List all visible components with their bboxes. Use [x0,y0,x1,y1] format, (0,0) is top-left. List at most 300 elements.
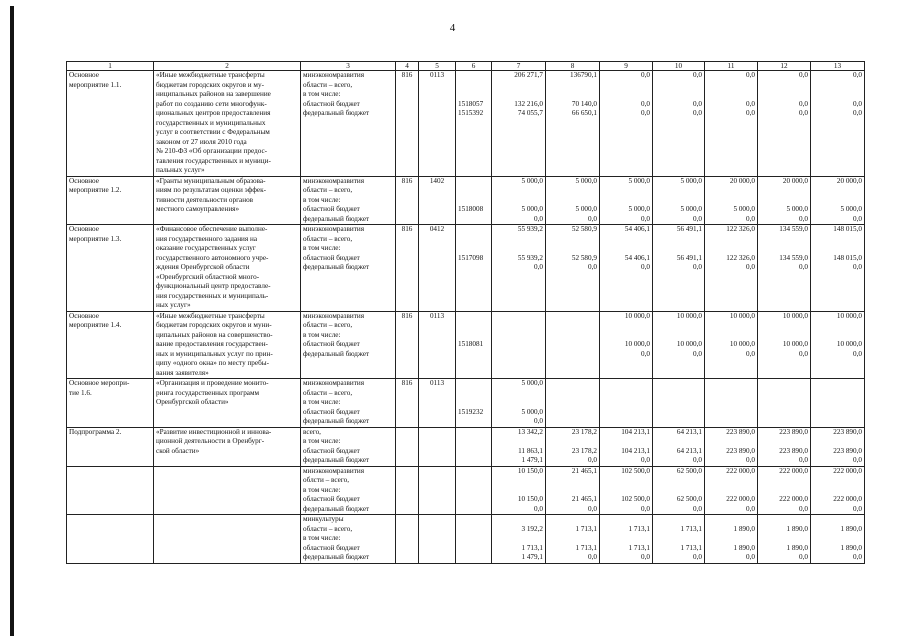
cell-line: Основное [69,225,99,233]
description-cell [154,225,301,312]
cell-line: 148 015,0 [833,253,862,262]
cell-line: тие 1.6. [69,388,92,397]
cell-line: 1 713,1 [521,543,543,552]
cell-line [458,235,489,245]
cell-line: Основное меропри- [69,379,130,387]
cell-line [655,534,702,544]
cell-line [494,321,543,331]
cell-line [760,90,808,100]
csr-cell [456,466,492,515]
cell-line: 0,0 [693,504,702,513]
cell-line [707,515,755,525]
binder-edge [10,6,14,636]
cell-line: 0,0 [746,504,755,513]
grbs-cell [396,71,419,177]
cell-line: 62 500,0 [676,495,702,503]
cell-line: в том числе: [303,437,341,445]
cell-line: 122 326,0 [726,253,755,262]
cell-line: области – всего, [303,524,353,533]
section-cell [67,311,154,379]
cell-line: 5 000,0 [575,176,597,185]
column-number-3: 3 [301,62,396,71]
cell-line: 1 890,0 [733,524,755,533]
cell-line: 1518008 [458,205,484,213]
cell-line [458,186,489,196]
cell-line [655,196,702,206]
cell-line: «Развитие инвестиционной и иннова- [156,427,272,436]
amount-2015-cell [546,225,600,312]
cell-line: 10 000,0 [782,311,808,320]
cell-line [813,534,862,544]
cell-line: 132 216,0 [514,99,543,108]
cell-line: 0,0 [853,71,862,79]
cell-line: мероприятие 1.2. [69,186,122,194]
amount-2017-cell [653,311,705,379]
cell-line [548,515,597,525]
cell-line: 816 [401,311,413,320]
csr-cell [456,176,492,225]
cell-line: 1 479,1 [521,553,543,561]
cell-line: 816 [401,71,413,79]
cell-line: 0,0 [799,504,808,513]
cell-line: минэкономразвития [303,176,365,185]
cell-line [458,71,489,81]
cell-line [655,331,702,341]
cell-line [602,515,650,525]
cell-line: 134 559,0 [779,225,808,233]
cell-line: 5 000,0 [786,205,808,213]
cell-line [655,90,702,100]
cell-line [602,486,650,496]
cell-line: 104 213,1 [621,446,650,455]
cell-line: Основное [69,176,99,185]
amount-2016-cell [600,379,653,428]
csr-cell [456,311,492,379]
cell-line [602,321,650,331]
grbs-cell [396,225,419,312]
cell-line: пальных услуг» [156,166,205,174]
cell-line: тавления государственных и муници- [156,156,271,165]
cell-line: минэкономразвития [303,379,365,387]
column-number-12: 12 [758,62,811,71]
cell-line [760,515,808,525]
rzpr-cell [419,515,456,564]
cell-line: областной бюджет [303,543,360,552]
cell-line: «Организация и проведение монито- [156,379,269,387]
cell-line [458,417,489,427]
cell-line [813,186,862,196]
amount-2020-cell [811,71,865,177]
cell-line: 1517098 [458,253,484,262]
cell-line [813,486,862,496]
table-row [67,225,865,312]
cell-line: 223 890,0 [833,427,862,436]
cell-line [458,263,489,273]
cell-line: 0,0 [641,263,650,271]
cell-line: 0,0 [534,263,543,271]
cell-line: 11 863,1 [518,446,543,455]
cell-line: в том числе: [303,534,341,542]
section-cell [67,379,154,428]
cell-line: 55 939,2 [517,253,543,262]
rzpr-cell [419,379,456,428]
cell-line: 122 326,0 [726,225,755,233]
cell-line [602,331,650,341]
cell-line: 64 213,1 [676,446,702,455]
cell-line: федеральный бюджет [303,109,370,117]
amount-2020-cell [811,176,865,225]
cell-line: федеральный бюджет [303,456,370,464]
cell-line [655,476,702,486]
cell-line: № 210-ФЗ «Об организации предос- [156,147,268,155]
cell-line [813,437,862,447]
cell-line [760,235,808,245]
amount-2020-cell [811,427,865,466]
cell-line [494,486,543,496]
cell-line [548,437,597,447]
cell-line: 5 000,0 [628,205,650,213]
cell-line: 10 000,0 [676,311,702,320]
cell-line [602,534,650,544]
cell-line [548,486,597,496]
cell-line: 222 000,0 [833,466,862,475]
cell-line: ципу «одного окна» по месту пребы- [156,359,269,367]
cell-line [458,196,489,206]
cell-line: 64 213,1 [676,427,702,436]
cell-line: Основное [69,71,99,79]
column-number-11: 11 [705,62,758,71]
grbs-cell [396,379,419,428]
cell-line: 0,0 [588,214,597,223]
cell-line: Подпрограмма 2. [69,427,122,436]
section-cell [67,71,154,177]
cell-line: 66 650,1 [571,109,597,117]
cell-line: федеральный бюджет [303,214,370,223]
cell-line: Оренбургской области» [156,398,229,406]
cell-line [813,331,862,341]
cell-line: ных услуг» [156,301,191,309]
csr-cell [456,379,492,428]
cell-line [760,486,808,496]
cell-line: 5 000,0 [521,379,543,387]
cell-line: 206 271,7 [514,71,543,79]
section-cell [67,225,154,312]
cell-line: федеральный бюджет [303,263,370,271]
cell-line: 223 890,0 [779,446,808,455]
amount-2014-cell [492,379,546,428]
description-cell [154,427,301,466]
cell-line [602,244,650,254]
cell-line [655,321,702,331]
cell-line: областной бюджет [303,253,360,262]
cell-line: 104 213,1 [621,427,650,436]
rzpr-cell [419,225,456,312]
cell-line: 0,0 [693,553,702,561]
cell-line: 816 [401,225,413,233]
cell-line: мероприятие 1.4. [69,321,122,329]
cell-line: 1515392 [458,109,484,117]
cell-line [458,398,489,408]
column-number-10: 10 [653,62,705,71]
cell-line: области – всего, [303,80,353,89]
cell-line: федеральный бюджет [303,553,370,561]
cell-line: 23 178,2 [571,427,597,436]
amount-2017-cell [653,225,705,312]
amount-2019-cell [758,71,811,177]
cell-line: 10 000,0 [624,311,650,320]
amount-2019-cell [758,225,811,312]
cell-line [813,515,862,525]
cell-line: 0,0 [853,263,862,271]
table-row [67,176,865,225]
cell-line: в том числе: [303,330,341,339]
executor-cell [301,379,396,428]
cell-line: 0,0 [641,504,650,513]
amount-2014-cell [492,427,546,466]
cell-line [655,515,702,525]
cell-line: «Оренбургский областной много- [156,272,260,281]
cell-line: 0,0 [746,214,755,223]
cell-line [494,340,543,350]
table-row [67,311,865,379]
cell-line: 0,0 [641,109,650,117]
cell-line: в том числе: [303,485,341,494]
cell-line: 0,0 [746,263,755,271]
cell-line: «Иные межбюджетные трансферты [156,71,265,79]
cell-line: 1 713,1 [680,543,702,552]
cell-line [458,225,489,235]
cell-line: 0,0 [799,349,808,358]
cell-line: 222 000,0 [833,495,862,503]
cell-line [548,90,597,100]
cell-line: ных и муниципальных услуг по прин- [156,349,273,358]
cell-line: 1 890,0 [786,524,808,533]
description-cell [154,71,301,177]
cell-line: бюджетам городских округов и му- [156,80,264,89]
cell-line: законом от 27 июля 2010 года [156,137,247,146]
amount-2018-cell [705,379,758,428]
table-row [67,71,865,177]
amount-2017-cell [653,515,705,564]
cell-line: 23 178,2 [571,446,597,455]
cell-line [494,81,543,91]
cell-line: 10 150,0 [517,466,543,475]
cell-line [760,196,808,206]
cell-line [458,177,489,187]
cell-line: 1 890,0 [840,543,862,552]
cell-line: федеральный бюджет [303,417,370,425]
cell-line: 0,0 [799,109,808,117]
cell-line: ниципальных районов на завершение [156,90,271,98]
column-number-9: 9 [600,62,653,71]
amount-2014-cell [492,176,546,225]
cell-line: 5 000,0 [521,176,543,185]
cell-line: «Финансовое обеспечение выполне- [156,225,268,233]
cell-line [655,437,702,447]
cell-line: 222 000,0 [726,495,755,503]
executor-cell [301,176,396,225]
cell-line: 0,0 [799,553,808,561]
cell-line [602,437,650,447]
cell-line: 54 406,1 [624,225,650,233]
csr-cell [456,225,492,312]
cell-line [813,244,862,254]
cell-line: облсти – всего, [303,476,350,484]
cell-line: 10 000,0 [624,340,650,348]
cell-line: 0,0 [799,99,808,108]
cell-line [707,476,755,486]
executor-cell [301,225,396,312]
cell-line: 20 000,0 [729,176,755,185]
cell-line [602,235,650,245]
cell-line: 0,0 [746,109,755,117]
cell-line: 0,0 [746,99,755,108]
amount-2015-cell [546,311,600,379]
cell-line [548,476,597,486]
cell-line [813,321,862,331]
amount-2019-cell [758,176,811,225]
cell-line [707,321,755,331]
cell-line [602,186,650,196]
cell-line: функциональный центр предоставле- [156,282,271,290]
column-number-4: 4 [396,62,419,71]
cell-line [707,331,755,341]
column-number-6: 6 [456,62,492,71]
cell-line [494,244,543,254]
cell-line: 1 479,1 [521,456,543,464]
cell-line: всего, [303,427,321,436]
description-cell [154,176,301,225]
cell-line [602,81,650,91]
cell-line: 0,0 [746,553,755,561]
cell-line: 5 000,0 [680,176,702,185]
cell-line [494,196,543,206]
cell-line: в том числе: [303,90,341,98]
cell-line: минкультуры [303,515,344,523]
cell-line: ниям по результатам оценки эффек- [156,186,267,194]
amount-2020-cell [811,379,865,428]
amount-2018-cell [705,311,758,379]
cell-line: 223 890,0 [779,427,808,436]
amount-2014-cell [492,515,546,564]
cell-line: 0,0 [534,214,543,223]
cell-line: ния государственного задания на [156,234,258,243]
cell-line [760,476,808,486]
column-number-8: 8 [546,62,600,71]
cell-line: 10 000,0 [729,311,755,320]
cell-line: 0,0 [693,456,702,464]
cell-line [707,534,755,544]
cell-line: 1 713,1 [575,524,597,533]
cell-line [760,331,808,341]
cell-line: 148 015,0 [833,225,862,233]
cell-line [602,476,650,486]
cell-line: 20 000,0 [782,176,808,185]
cell-line: 0113 [429,379,445,387]
section-cell [67,515,154,564]
cell-line: областной бюджет [303,205,360,213]
budget-table [66,61,865,564]
cell-line: 10 000,0 [836,340,862,348]
amount-2015-cell [546,176,600,225]
cell-line [548,312,597,322]
cell-line: вания заявителя» [156,368,209,377]
cell-line: 0,0 [693,349,702,358]
cell-line [760,244,808,254]
grbs-cell [396,515,419,564]
cell-line: 3 192,2 [521,524,543,533]
description-cell [154,515,301,564]
page-number: 4 [449,22,456,34]
cell-line: областной бюджет [303,340,360,348]
cell-line: ской области» [156,446,200,455]
cell-line: 1 890,0 [840,524,862,533]
cell-line: 0,0 [588,504,597,513]
cell-line [494,398,543,408]
cell-line: 1 890,0 [786,543,808,552]
cell-line [760,321,808,331]
cell-line: минэкономразвития [303,311,365,320]
section-cell [67,176,154,225]
cell-line: областной бюджет [303,446,360,455]
cell-line: услуг в соответствии с Федеральным [156,128,270,136]
rzpr-cell [419,311,456,379]
cell-line: 52 580,9 [571,253,597,262]
cell-line: 13 342,2 [517,427,543,436]
cell-line: 222 000,0 [779,495,808,503]
cell-line: 0,0 [853,99,862,108]
cell-line: 74 055,7 [517,109,543,117]
cell-line: 5 000,0 [680,205,702,213]
cell-line: 0,0 [693,71,702,79]
cell-line: 56 491,1 [676,253,702,262]
description-cell [154,311,301,379]
cell-line: 10 000,0 [782,340,808,348]
cell-line: 0,0 [853,504,862,513]
cell-line [707,90,755,100]
cell-line [548,534,597,544]
cell-line: 0,0 [641,99,650,108]
cell-line: 0,0 [799,71,808,79]
cell-line: местного самоуправления» [156,205,240,213]
amount-2016-cell [600,515,653,564]
cell-line: тивности деятельности органов [156,195,254,204]
cell-line: 223 890,0 [833,446,862,455]
amount-2016-cell [600,176,653,225]
cell-line: минэкономразвития [303,466,365,475]
cell-line [458,321,489,331]
cell-line: 0,0 [853,109,862,117]
cell-line: мероприятие 1.3. [69,234,122,243]
cell-line [655,244,702,254]
cell-line: 0,0 [693,263,702,271]
cell-line: циональных центров предоставления [156,109,271,117]
cell-line: 0,0 [853,349,862,358]
cell-line [494,90,543,100]
amount-2020-cell [811,515,865,564]
cell-line: ждения Оренбургской области [156,263,250,271]
cell-line [602,196,650,206]
cell-line [655,81,702,91]
cell-line [458,350,489,360]
cell-line [813,235,862,245]
cell-line: области – всего, [303,388,353,397]
cell-line: 5 000,0 [733,205,755,213]
cell-line: бюджетам городских округов и муни- [156,321,272,329]
column-number-row [67,62,865,71]
cell-line: 54 406,1 [624,253,650,262]
cell-line [760,534,808,544]
